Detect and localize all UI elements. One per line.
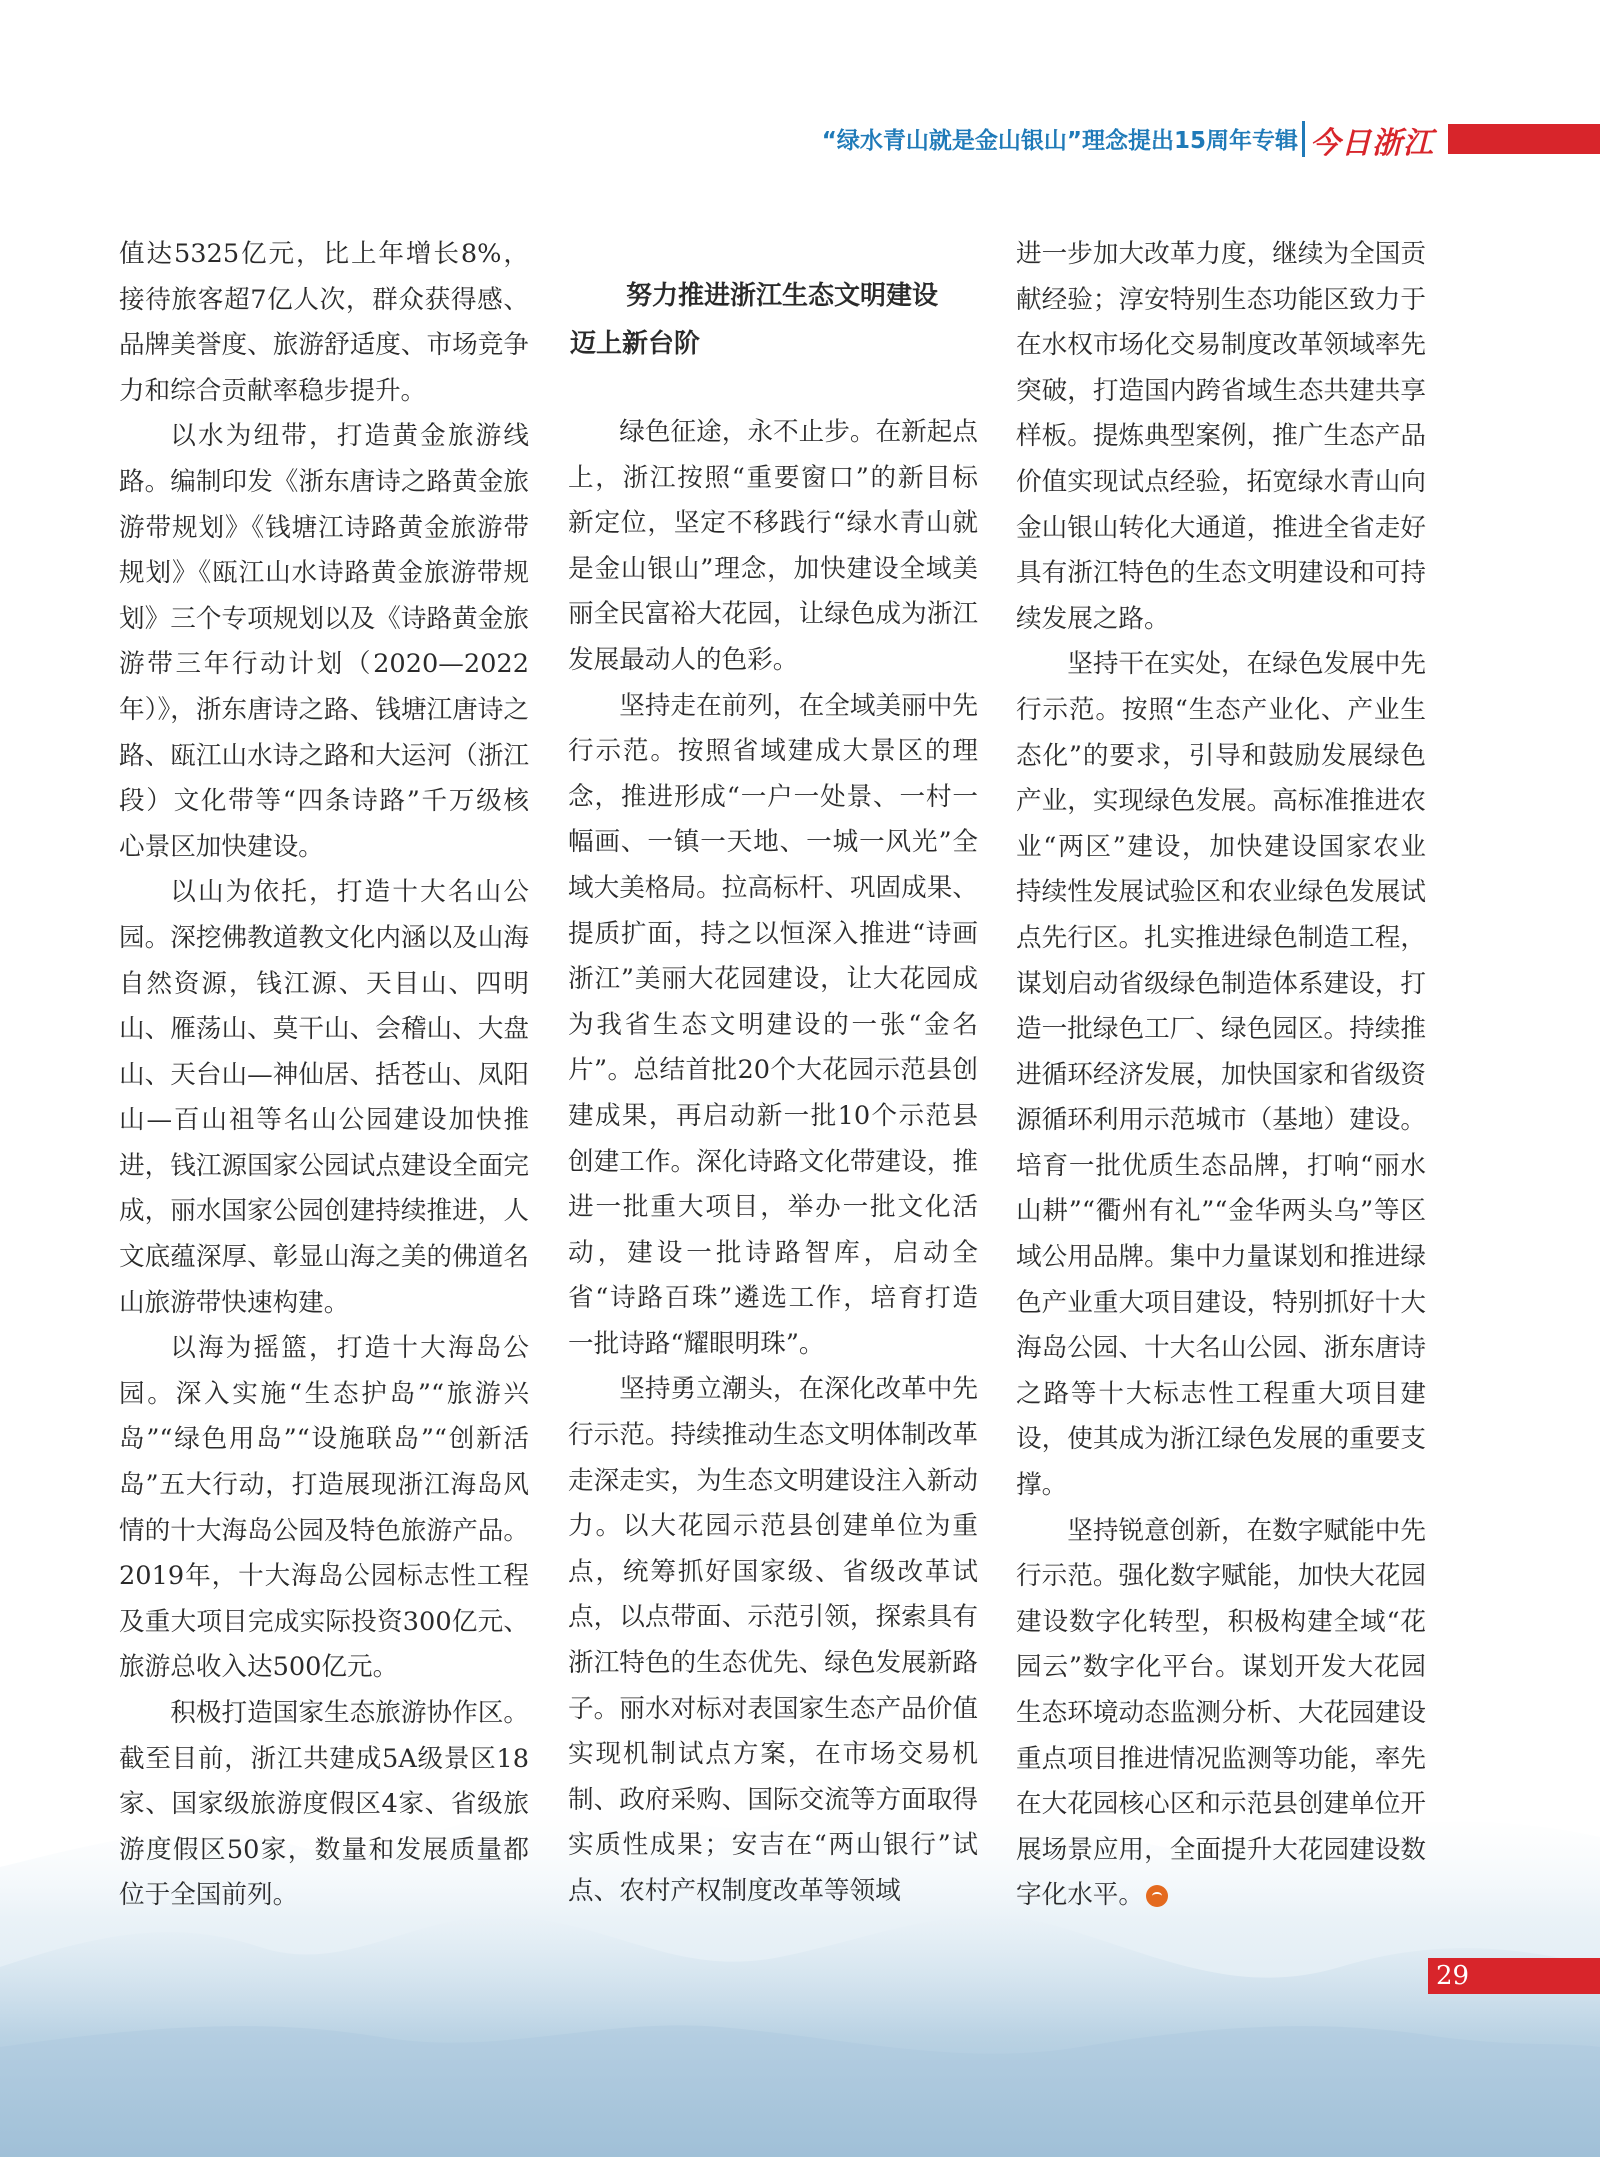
paragraph: 值达5325亿元，比上年增长8%，接待旅客超7亿人次，群众获得感、品牌美誉度、旅游舒适度、市场竞争力和综合贡献率稳步提升。	[119, 239, 529, 406]
header-divider	[1302, 121, 1305, 157]
paragraph: 进一步加大改革力度，继续为全国贡献经验；淳安特别生态功能区致力于在水权市场化交易制度改革领域率先突破，打造国内跨省域生态共建共享样板。提炼典型案例，推广生态产品价值实现试点经验，拓宽绿水青山向金山银山转化大通道，推进全省走好具有浙江特色的生态文明建设和可持续发展之路。	[1016, 239, 1426, 634]
paragraph: 坚持干在实处，在绿色发展中先行示范。按照“生态产业化、产业生态化”的要求，引导和鼓励发展绿色产业，实现绿色发展。高标准推进农业“两区”建设，加快建设国家农业持续性发展试验区和农业绿色发展试点先行区。扎实推进绿色制造工程，谋划启动省级绿色制造体系建设，打造一批绿色工厂、绿色园区。持续推进循环经济发展，加快国家和省级资源循环利用示范城市（基地）建设。培育一批优质生态品牌，打响“丽水山耕”“衢州有礼”“金华两头乌”等区域公用品牌。集中力量谋划和推进绿色产业重大项目建设，特别抓好十大海岛公园、十大名山公园、浙东唐诗之路等十大标志性工程重大项目建设，使其成为浙江绿色发展的重要支撑。	[1016, 649, 1426, 1501]
paragraph	[1016, 1509, 1426, 1919]
text-column-3	[1016, 232, 1426, 1919]
section-heading-line-1: 努力推进浙江生态文明建设	[626, 281, 939, 311]
article-end-icon	[1146, 1885, 1168, 1907]
paragraph: 积极打造国家生态旅游协作区。截至目前，浙江共建成5A级景区18家、国家级旅游度假区4家、省级旅游度假区50家，数量和发展质量都位于全国前列。	[119, 1698, 529, 1911]
magazine-logo: 今日浙江	[1310, 126, 1434, 161]
section-heading-line-2: 迈上新台阶	[570, 329, 701, 359]
header-title: “绿水青山就是金山银山”理念提出15周年专辑	[821, 128, 1298, 154]
page-header	[0, 118, 1600, 162]
section-heading	[568, 272, 978, 368]
text-column-2	[568, 232, 978, 1915]
paragraph: 以山为依托，打造十大名山公园。深挖佛教道教文化内涵以及山海自然资源，钱江源、天目山、四明山、雁荡山、莫干山、会稽山、大盘山、天台山—神仙居、括苍山、凤阳山—百山祖等名山公园建设加快推进，钱江源国家公园试点建设全面完成，丽水国家公园创建持续推进，人文底蕴深厚、彰显山海之美的佛道名山旅游带快速构建。	[119, 877, 529, 1318]
paragraph: 以水为纽带，打造黄金旅游线路。编制印发《浙东唐诗之路黄金旅游带规划》《钱塘江诗路黄金旅游带规划》《瓯江山水诗路黄金旅游带规划》三个专项规划以及《诗路黄金旅游带三年行动计划（2020—2022年）》，浙东唐诗之路、钱塘江唐诗之路、瓯江山水诗之路和大运河（浙江段）文化带等“四条诗路”千万级核心景区加快建设。	[119, 421, 529, 862]
text-column-1	[119, 232, 529, 1919]
paragraph-text: 坚持锐意创新，在数字赋能中先行示范。强化数字赋能，加快大花园建设数字化转型，积极构建全域“花园云”数字化平台。谋划开发大花园生态环境动态监测分析、大花园建设重点项目推进情况监测等功能，率先在大花园核心区和示范县创建单位开展场景应用，全面提升大花园建设数字化水平。	[1016, 1515, 1426, 1911]
paragraph: 以海为摇篮，打造十大海岛公园。深入实施“生态护岛”“旅游兴岛”“绿色用岛”“设施联岛”“创新活岛”五大行动，打造展现浙江海岛风情的十大海岛公园及特色旅游产品。2019年，十大海岛公园标志性工程及重大项目完成实际投资300亿元、旅游总收入达500亿元。	[119, 1333, 529, 1683]
header-red-bar	[1448, 124, 1600, 154]
paragraph: 绿色征途，永不止步。在新起点上，浙江按照“重要窗口”的新目标新定位，坚定不移践行“绿水青山就是金山银山”理念，加快建设全域美丽全民富裕大花园，让绿色成为浙江发展最动人的色彩。	[568, 417, 978, 675]
page-number: 29	[1436, 1961, 1470, 1991]
paragraph: 坚持勇立潮头，在深化改革中先行示范。持续推动生态文明体制改革走深走实，为生态文明建设注入新动力。以大花园示范县创建单位为重点，统筹抓好国家级、省级改革试点，以点带面、示范引领，探索具有浙江特色的生态优先、绿色发展新路子。丽水对标对表国家生态产品价值实现机制试点方案，在市场交易机制、政府采购、国际交流等方面取得实质性成果；安吉在“两山银行”试点、农村产权制度改革等领域	[568, 1374, 978, 1906]
paragraph: 坚持走在前列，在全域美丽中先行示范。按照省域建成大景区的理念，推进形成“一户一处景、一村一幅画、一镇一天地、一城一风光”全域大美格局。拉高标杆、巩固成果、提质扩面，持之以恒深入推进“诗画浙江”美丽大花园建设，让大花园成为我省生态文明建设的一张“金名片”。总结首批20个大花园示范县创建成果，再启动新一批10个示范县创建工作。深化诗路文化带建设，推进一批重大项目，举办一批文化活动，建设一批诗路智库，启动全省“诗路百珠”遴选工作，培育打造一批诗路“耀眼明珠”。	[568, 690, 978, 1359]
